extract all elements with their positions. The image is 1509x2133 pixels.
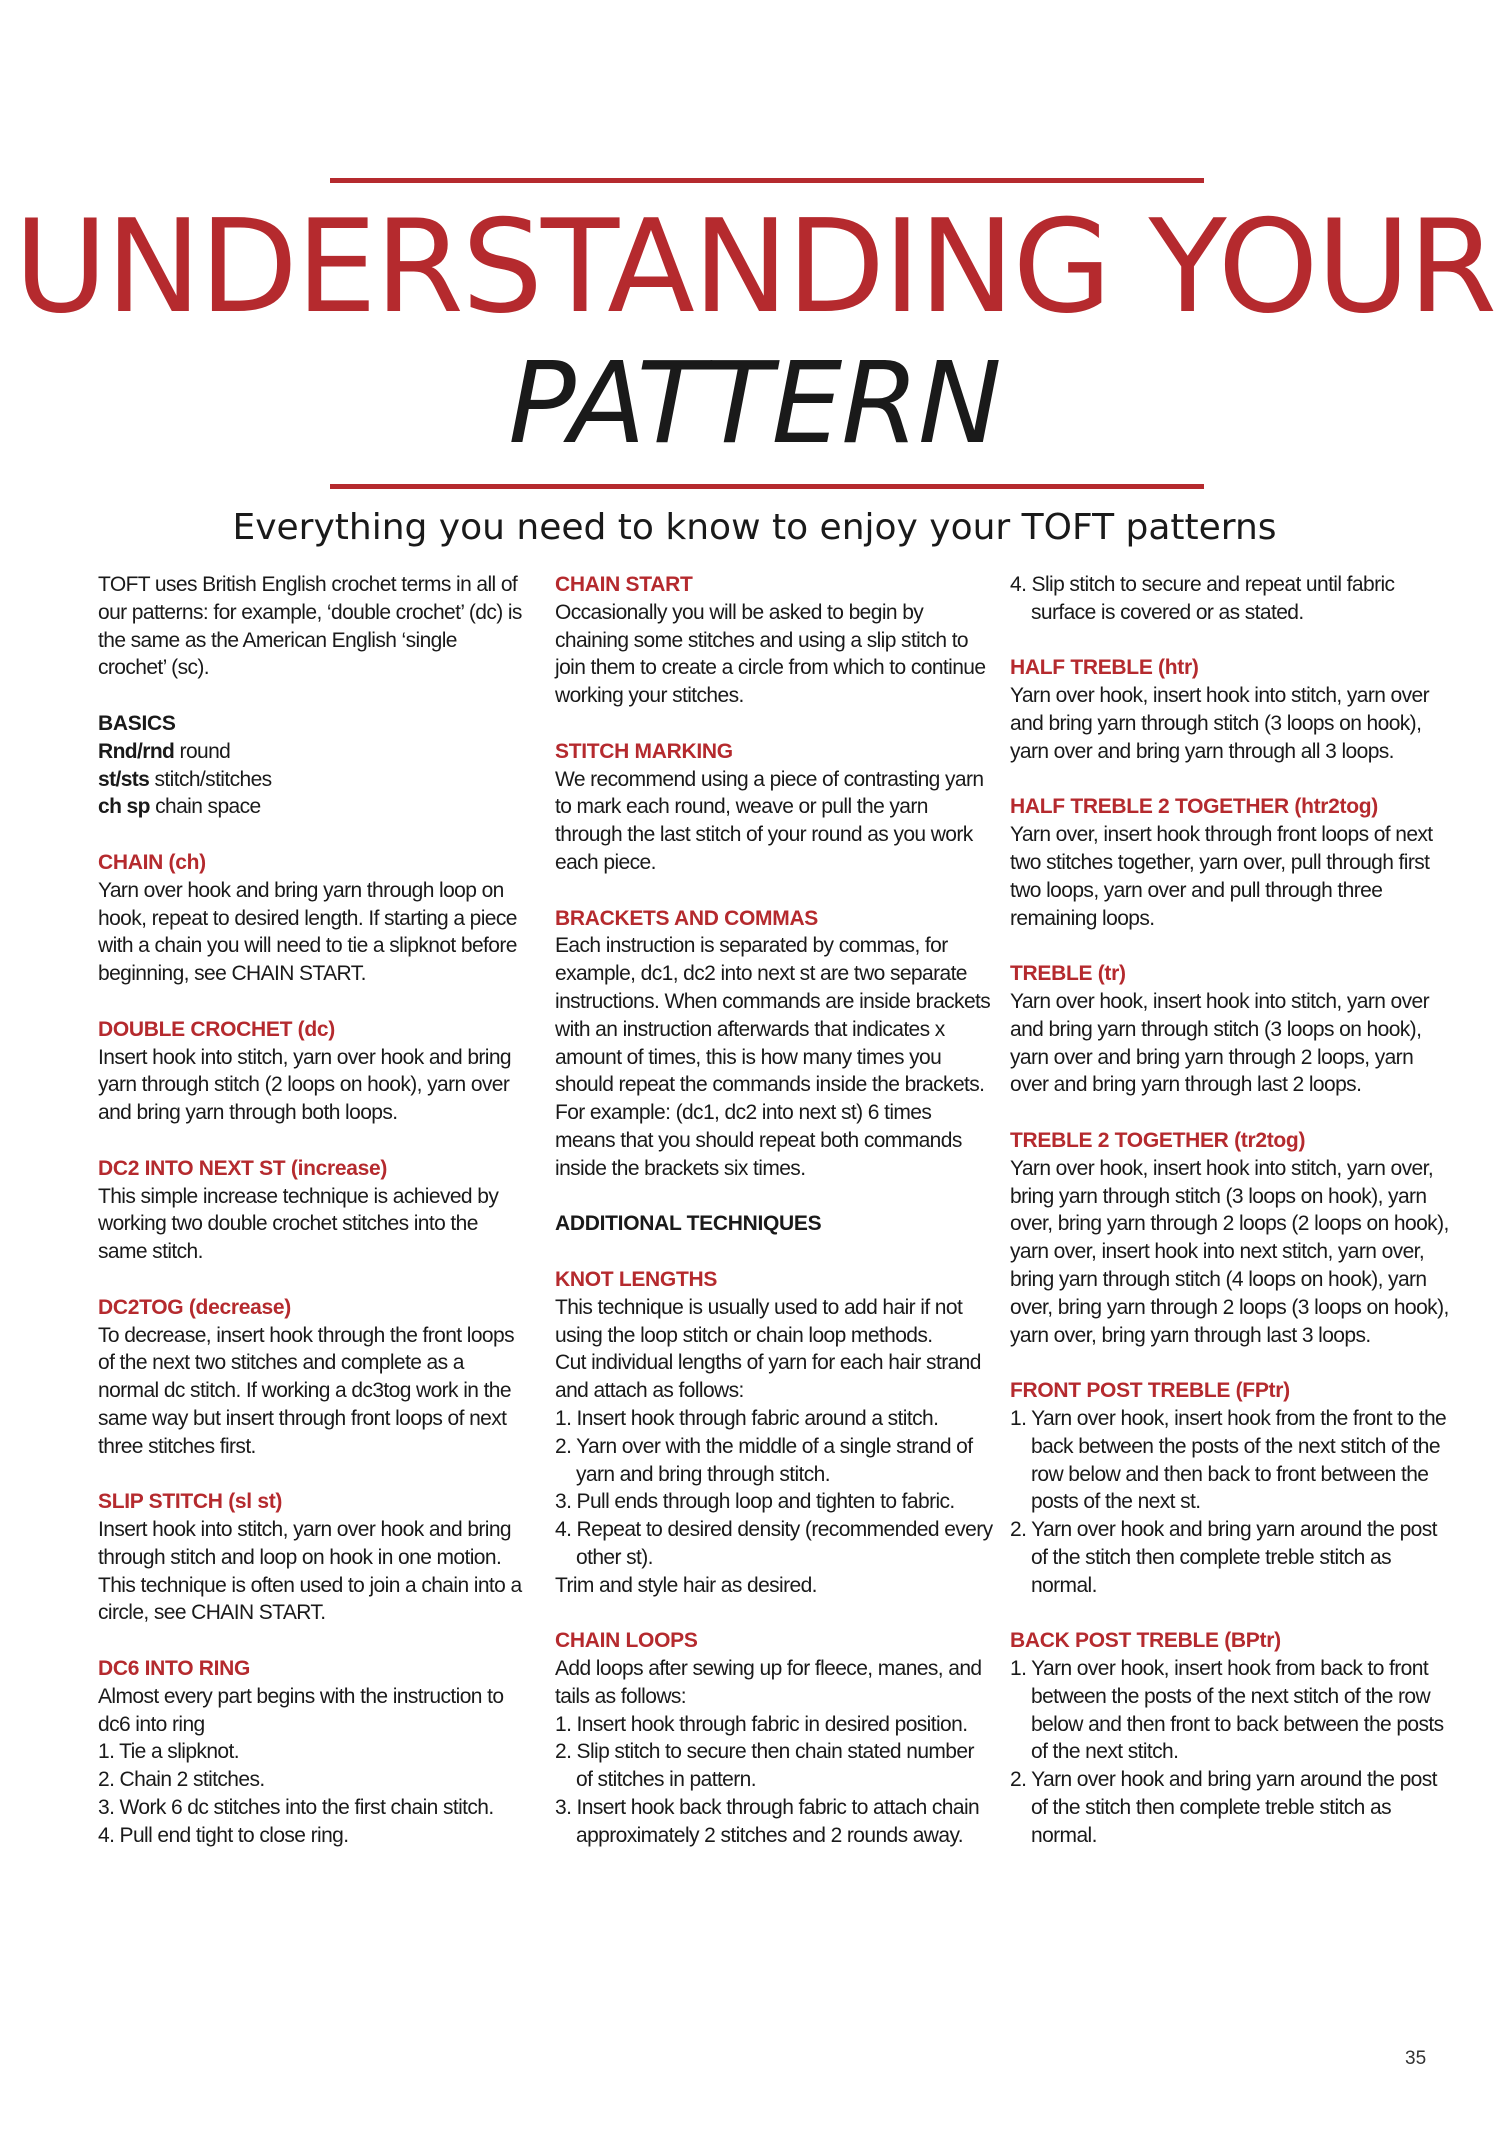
list-item: 1. Insert hook through fabric in desired position. (555, 1712, 968, 1736)
additional-techniques-heading: ADDITIONAL TECHNIQUES (555, 1212, 822, 1236)
list-item: 4. Pull end tight to close ring. (98, 1823, 349, 1847)
section-body: Insert hook into stitch, yarn over hook and bring yarn through stitch (2 loops on hook), yarn over and bring yarn through both loops. (98, 1045, 512, 1125)
section-body: This technique is often used to join a chain into a circle, see CHAIN START. (98, 1573, 522, 1625)
page-subtitle: Everything you need to know to enjoy your TOFT patterns (232, 507, 1277, 548)
section-body: Yarn over hook and bring yarn through loop on hook, repeat to desired length. If starting a piece with a chain you will need to tie a slipknot before beginning, see CHAIN START. (98, 878, 517, 986)
intro-text: TOFT uses British English crochet terms in all of our patterns: for example, ‘double crochet’ (dc) is the same as the American English ‘single crochet’ (sc). (98, 573, 522, 680)
list-item: 4. Slip stitch to secure and repeat until fabric surface is covered or as stated. (1010, 573, 1395, 624)
basics-term: Rnd/rnd round (98, 739, 231, 763)
list-item: 1. Insert hook through fabric around a stitch. (555, 1406, 939, 1430)
list-item: 3. Insert hook back through fabric to attach chain approximately 2 stitches and 2 rounds away. (555, 1796, 980, 1847)
basics-term: st/sts stitch/stitches (98, 767, 272, 791)
section-body: Yarn over hook, insert hook into stitch, yarn over, bring yarn through stitch (3 loops on hook), yarn over, bring yarn through 2 loops (2 loops on hook), yarn over, insert hook into next stitch, yarn over, bring yarn through stitch (4 loops on hook), yarn over, bring yarn through 2 loops (3 loops on hook), yarn over, bring yarn through last 3 loops. (1010, 1156, 1449, 1347)
section-heading: BACK POST TREBLE (BPtr) (1010, 1629, 1281, 1653)
section-heading: DC2TOG (decrease) (98, 1295, 291, 1319)
section-body: Almost every part begins with the instruction to dc6 into ring (98, 1684, 504, 1736)
section-body: This technique is usually used to add hair if not using the loop stitch or chain loop methods. (555, 1295, 963, 1347)
section-body: Insert hook into stitch, yarn over hook and bring through stitch and loop on hook in one motion. (98, 1518, 512, 1569)
page-title-line2: PATTERN (508, 339, 1001, 469)
list-item: 1. Tie a slipknot. (98, 1740, 239, 1764)
section-heading: STITCH MARKING (555, 739, 733, 763)
section-body: Cut individual lengths of yarn for each hair strand and attach as follows: (555, 1351, 981, 1403)
section-body: Yarn over, insert hook through front loops of next two stitches together, yarn over, pull through first two loops, yarn over and pull through three remaining loops. (1010, 823, 1433, 930)
section-heading: TREBLE 2 TOGETHER (tr2tog) (1010, 1128, 1306, 1152)
section-heading: FRONT POST TREBLE (FPtr) (1010, 1379, 1290, 1403)
list-item: 1. Yarn over hook, insert hook from back to front between the posts of the next stitch of the row below and then front to back between the posts of the next stitch. (1010, 1657, 1444, 1764)
section-body: To decrease, insert hook through the front loops of the next two stitches and complete as a normal dc stitch. If working a dc3tog work in the same way but insert through front loops of next three stitches first. (98, 1323, 514, 1458)
column-2 (555, 571, 995, 1850)
section-body: Trim and style hair as desired. (555, 1573, 817, 1597)
section-heading: CHAIN (ch) (98, 850, 206, 874)
section-body: We recommend using a piece of contrasting yarn to mark each round, weave or pull the yarn through the last stitch of your round as you work each piece. (555, 767, 984, 874)
list-item: 2. Chain 2 stitches. (98, 1768, 265, 1792)
list-item: 4. Repeat to desired density (recommended every other st). (555, 1518, 993, 1569)
section-body: Yarn over hook, insert hook into stitch, yarn over and bring yarn through stitch (3 loops on hook), yarn over and bring yarn through all 3 loops. (1010, 684, 1429, 763)
title-bottom-rule (330, 484, 1204, 489)
section-heading: CHAIN LOOPS (555, 1629, 698, 1653)
section-heading: HALF TREBLE 2 TOGETHER (htr2tog) (1010, 795, 1379, 819)
title-top-rule (330, 178, 1204, 183)
section-body: Occasionally you will be asked to begin by chaining some stitches and using a slip stitch to join them to create a circle from which to continue working your stitches. (555, 600, 986, 708)
section-heading: TREBLE (tr) (1010, 962, 1126, 986)
list-item: 3. Pull ends through loop and tighten to fabric. (555, 1490, 955, 1514)
page-title-line1: UNDERSTANDING YOUR (13, 193, 1496, 342)
list-item: 2. Yarn over with the middle of a single strand of yarn and bring through stitch. (555, 1434, 973, 1486)
section-heading: SLIP STITCH (sl st) (98, 1490, 283, 1514)
section-heading: CHAIN START (555, 573, 693, 596)
list-item: 2. Yarn over hook and bring yarn around the post of the stitch then complete treble stitch as normal. (1010, 1768, 1437, 1847)
section-heading: DOUBLE CROCHET (dc) (98, 1017, 335, 1041)
section-heading: KNOT LENGTHS (555, 1267, 718, 1291)
section-body: Yarn over hook, insert hook into stitch, yarn over and bring yarn through stitch (3 loops on hook), yarn over and bring yarn through 2 loops, yarn over and bring yarn through last 2 loops. (1010, 989, 1429, 1097)
section-heading: DC6 INTO RING (98, 1657, 251, 1681)
column-3 (1010, 571, 1450, 1850)
section-body: Add loops after sewing up for fleece, manes, and tails as follows: (555, 1657, 982, 1708)
list-item: 1. Yarn over hook, insert hook from the front to the back between the posts of the next stitch of the row below and then back to front between the posts of the next st. (1010, 1406, 1447, 1514)
section-heading: BRACKETS AND COMMAS (555, 906, 819, 930)
section-body: This simple increase technique is achieved by working two double crochet stitches into the same stitch. (98, 1184, 499, 1264)
list-item: 2. Yarn over hook and bring yarn around the post of the stitch then complete treble stitch as normal. (1010, 1518, 1437, 1597)
basics-heading: BASICS (98, 711, 176, 735)
section-heading: HALF TREBLE (htr) (1010, 656, 1199, 680)
page-number: 35 (1405, 2048, 1427, 2069)
list-item: 3. Work 6 dc stitches into the first chain stitch. (98, 1796, 494, 1820)
column-1 (98, 571, 528, 1850)
list-item: 2. Slip stitch to secure then chain stated number of stitches in pattern. (555, 1740, 974, 1792)
section-heading: DC2 INTO NEXT ST (increase) (98, 1156, 388, 1180)
basics-term: ch sp chain space (98, 795, 261, 819)
section-body: Each instruction is separated by commas, for example, dc1, dc2 into next st are two separate instructions. When commands are inside brackets with an instruction afterwards that indicates x amount of times, this is how many times you should repeat the commands inside the brackets. For example: (dc1, dc2 into next st) 6 times means that you should repeat both commands inside the brackets six times. (555, 934, 991, 1180)
